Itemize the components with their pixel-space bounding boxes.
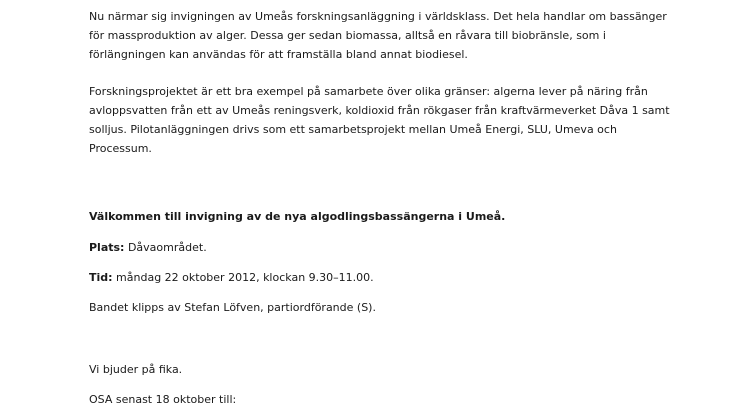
coffee-text: Vi bjuder på fika. <box>89 363 183 376</box>
rsvp-text: OSA senast 18 oktober till: <box>89 393 237 406</box>
time-label: Tid: <box>89 271 113 284</box>
intro-line-1: Nu närmar sig invigningen av Umeås forskningsanläggning i världsklass. Det hela handlar om bassänger <box>89 10 667 23</box>
intro-paragraph <box>89 7 667 64</box>
project-line-2: avloppsvatten från ett av Umeås reningsverk, koldioxid från rökgaser från kraftvärmeverket Dåva 1 samt <box>89 104 670 117</box>
project-line-3: solljus. Pilotanläggningen drivs som ett samarbetsprojekt mellan Umeå Energi, SLU, Umeva och <box>89 123 617 136</box>
time-line <box>89 268 374 287</box>
invitation-heading: Välkommen till invigning av de nya algodlingsbassängerna i Umeå. <box>89 210 506 223</box>
project-line-4: Processum. <box>89 142 152 155</box>
intro-line-3: förlängningen kan användas för att framställa bland annat biodiesel. <box>89 48 468 61</box>
place-value: Dåvaområdet. <box>124 241 207 254</box>
project-paragraph <box>89 82 670 158</box>
place-line <box>89 238 207 257</box>
place-label: Plats: <box>89 241 125 254</box>
project-line-1: Forskningsprojektet är ett bra exempel på samarbete över olika gränser: algerna lever på näring från <box>89 85 648 98</box>
intro-line-2: för massproduktion av alger. Dessa ger sedan biomassa, alltså en råvara till biobränsle, som i <box>89 29 606 42</box>
ribbon-cutting-text: Bandet klipps av Stefan Löfven, partiordförande (S). <box>89 301 376 314</box>
time-value: måndag 22 oktober 2012, klockan 9.30–11.00. <box>112 271 374 284</box>
